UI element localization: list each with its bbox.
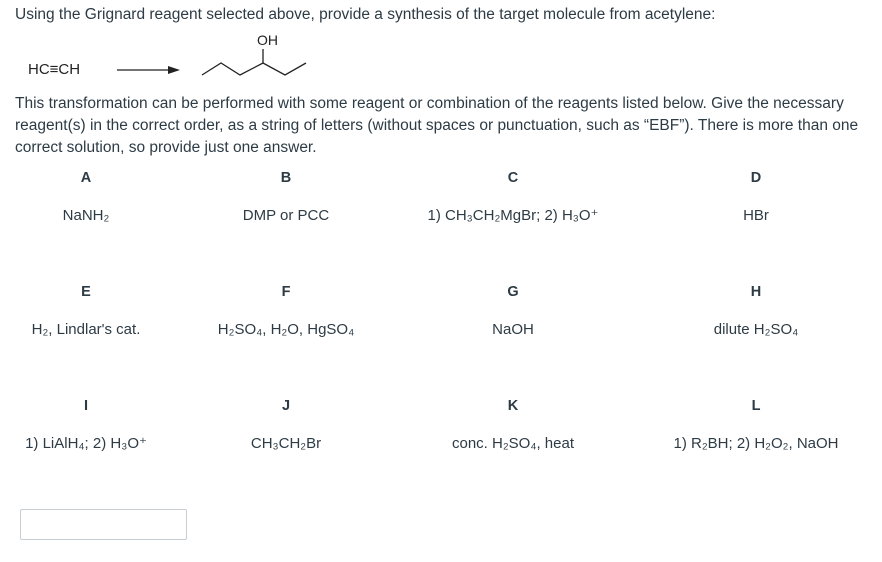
reagent-letter: G: [507, 284, 519, 300]
reagent-letter: D: [750, 170, 762, 186]
reagent-letter: C: [507, 170, 519, 186]
reagent-option-l: [674, 396, 839, 454]
reagent-option-i: [25, 396, 147, 454]
reaction-scheme-drawing: [0, 28, 882, 90]
reagent-text: 1) R₂BH; 2) H₂O₂, NaOH: [673, 435, 839, 452]
reagent-option-c: [428, 168, 599, 226]
reaction-arrow-head: [168, 66, 180, 74]
reagent-text: HBr: [743, 207, 769, 224]
reagent-text: H₂, Lindlar's cat.: [31, 321, 141, 338]
reagent-letter: E: [81, 284, 91, 300]
reagent-text: DMP or PCC: [242, 207, 330, 224]
reagent-letter: F: [281, 284, 291, 300]
reagent-letter: B: [280, 170, 292, 186]
reagent-text: dilute H₂SO₄: [713, 321, 799, 338]
reagent-letter: L: [751, 398, 761, 414]
instructions-text: This transformation can be performed with some reagent or combination of the reagents listed below. Give the necessary reagent(s) in the correct order, as a string of letters (without spaces or punctuation, such as “EBF”). There is more than one correct solution, so provide just one answer.: [15, 95, 859, 156]
reagent-option-h: [714, 282, 798, 340]
reagent-text: CH₃CH₂Br: [250, 435, 322, 452]
reagent-option-f: [218, 282, 354, 340]
reagent-option-b: [243, 168, 329, 226]
answer-input[interactable]: [20, 509, 187, 540]
reagent-text: conc. H₂SO₄, heat: [452, 435, 574, 452]
reactant-acetylene: HC≡CH: [28, 61, 81, 78]
reagent-option-j: [251, 396, 321, 454]
reagent-letter: A: [80, 170, 92, 186]
reagent-text: NaNH₂: [62, 207, 110, 224]
reaction-scheme: [0, 28, 882, 90]
reagent-letter: H: [750, 284, 762, 300]
reagent-letter: I: [83, 398, 89, 414]
reagent-option-a: [63, 168, 110, 226]
product-skeleton: [202, 63, 306, 75]
reagent-option-g: [492, 282, 534, 340]
reagent-text: 1) LiAlH₄; 2) H₃O⁺: [25, 435, 147, 452]
reagent-letter: J: [281, 398, 291, 414]
reagent-text: 1) CH₃CH₂MgBr; 2) H₃O⁺: [427, 207, 599, 224]
reagent-text: H₂SO₄, H₂O, HgSO₄: [217, 321, 355, 338]
reagent-option-d: [743, 168, 769, 226]
reagent-text: NaOH: [492, 321, 534, 338]
reagent-letter: K: [507, 398, 519, 414]
reagent-option-k: [452, 396, 574, 454]
question-text: Using the Grignard reagent selected above, provide a synthesis of the target molecule from acetylene:: [15, 6, 716, 23]
product-oh-label: OH: [257, 32, 278, 48]
reagent-option-e: [32, 282, 141, 340]
